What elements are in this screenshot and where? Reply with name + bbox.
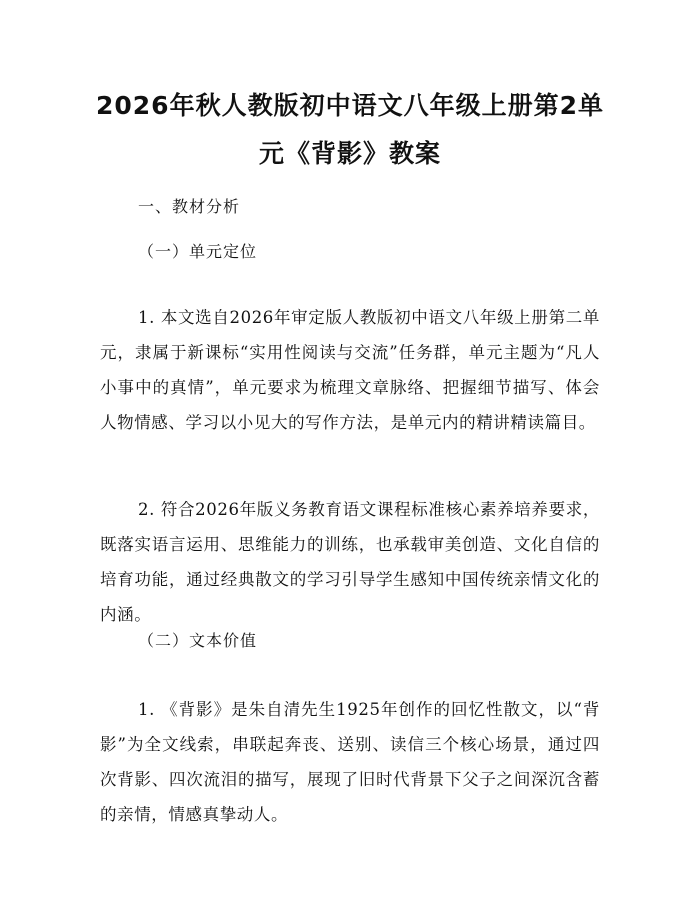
subsection-heading-unit-positioning: （一）单元定位 [138, 242, 258, 261]
paragraph-unit-positioning-1: 1. 本文选自2026年审定版人教版初中语文八年级上册第二单元，隶属于新课标“实用性阅读与交流”任务群，单元主题为“凡人小事中的真情”，单元要求为梳理文章脉络、把握细节描写、体会人物情感、学习以小见大的写作方法，是单元内的精讲精读篇目。 [100, 307, 600, 432]
document-title-line-1: 2026年秋人教版初中语文八年级上册第2单 [96, 91, 604, 120]
section-heading-material-analysis: 一、教材分析 [138, 197, 241, 216]
subsection-heading-text-value: （二）文本价值 [138, 631, 258, 650]
document-title-line-2: 元《背影》教案 [258, 139, 441, 168]
paragraph-unit-positioning-2: 2. 符合2026年版义务教育语文课程标准核心素养培养要求，既落实语言运用、思维能力的训练，也承载审美创造、文化自信的培育功能，通过经典散文的学习引导学生感知中国传统亲情文化的内涵。 [100, 499, 600, 624]
paragraph-text-value-1: 1. 《背影》是朱自清先生1925年创作的回忆性散文，以“背影”为全文线索，串联起奔丧、送别、读信三个核心场景，通过四次背影、四次流泪的描写，展现了旧时代背景下父子之间深沉含蓄的亲情，情感真挚动人。 [100, 699, 600, 824]
